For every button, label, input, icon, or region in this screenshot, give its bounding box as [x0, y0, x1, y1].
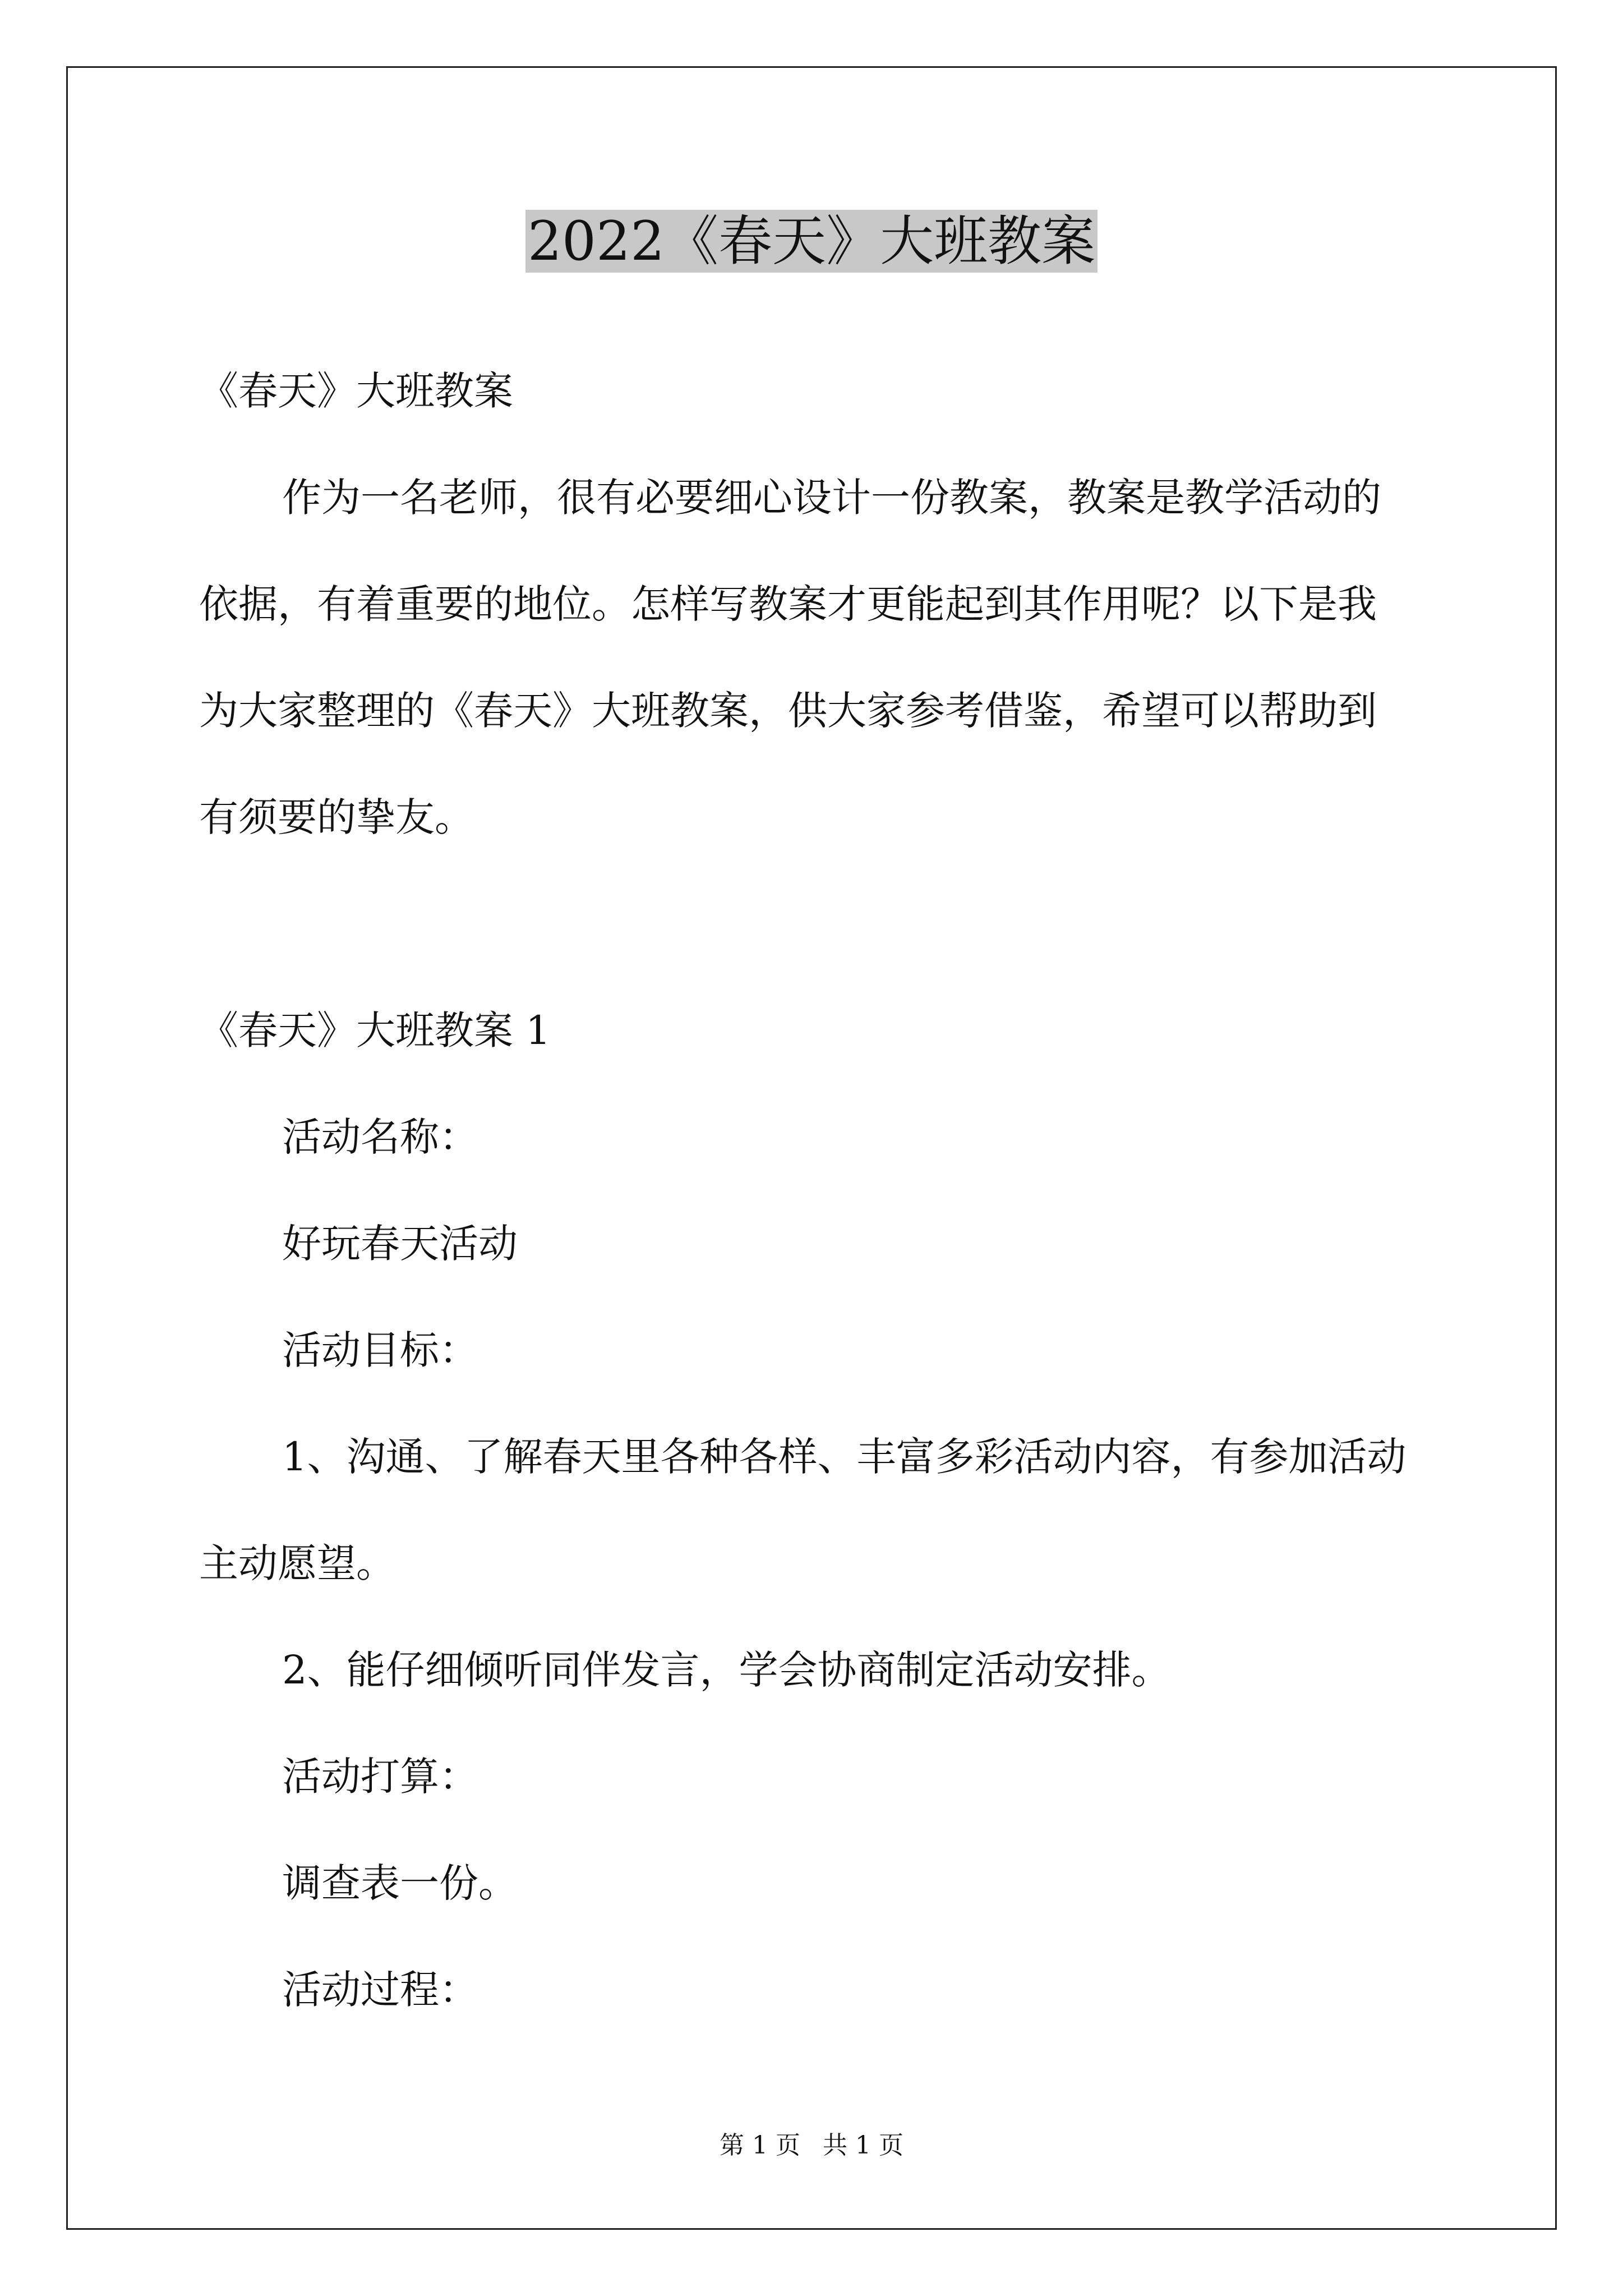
preparation-label: 活动打算： [282, 1754, 478, 1800]
intro-line-2: 依据，有着重要的地位。怎样写教案才更能起到其作用呢？以下是我 [199, 581, 1377, 627]
intro-line-3: 为大家整理的《春天》大班教案，供大家参考借鉴，希望可以帮助到 [199, 688, 1377, 734]
page-footer [0, 2129, 1623, 2162]
paragraph-gap [199, 871, 1433, 977]
activity-name: 好玩春天活动 [282, 1221, 518, 1267]
subtitle: 《春天》大班教案 [199, 368, 513, 414]
preparation: 调查表一份。 [282, 1860, 518, 1906]
goal-1-line-1: 1、沟通、了解春天里各种各样、丰富多彩活动内容，有参加活动 [282, 1434, 1407, 1480]
intro-line-1: 作为一名老师，很有必要细心设计一份教案，教案是教学活动的 [282, 475, 1381, 521]
goal-1-line-2: 主动愿望。 [199, 1540, 395, 1586]
page-number-current: 第 1 页 [720, 2131, 800, 2160]
process-label: 活动过程： [282, 1967, 478, 2013]
goals-label: 活动目标： [282, 1327, 478, 1373]
section-heading: 《春天》大班教案 1 [199, 1007, 551, 1053]
intro-line-4: 有须要的挚友。 [199, 794, 474, 840]
activity-name-label: 活动名称： [282, 1114, 478, 1160]
document-title-text: 2022《春天》大班教案 [525, 210, 1098, 273]
document-title [0, 202, 1623, 280]
document-body [199, 338, 1433, 2043]
goal-2: 2、能仔细倾听同伴发言，学会协商制定活动安排。 [282, 1647, 1171, 1693]
page-number-total: 共 1 页 [823, 2131, 903, 2160]
